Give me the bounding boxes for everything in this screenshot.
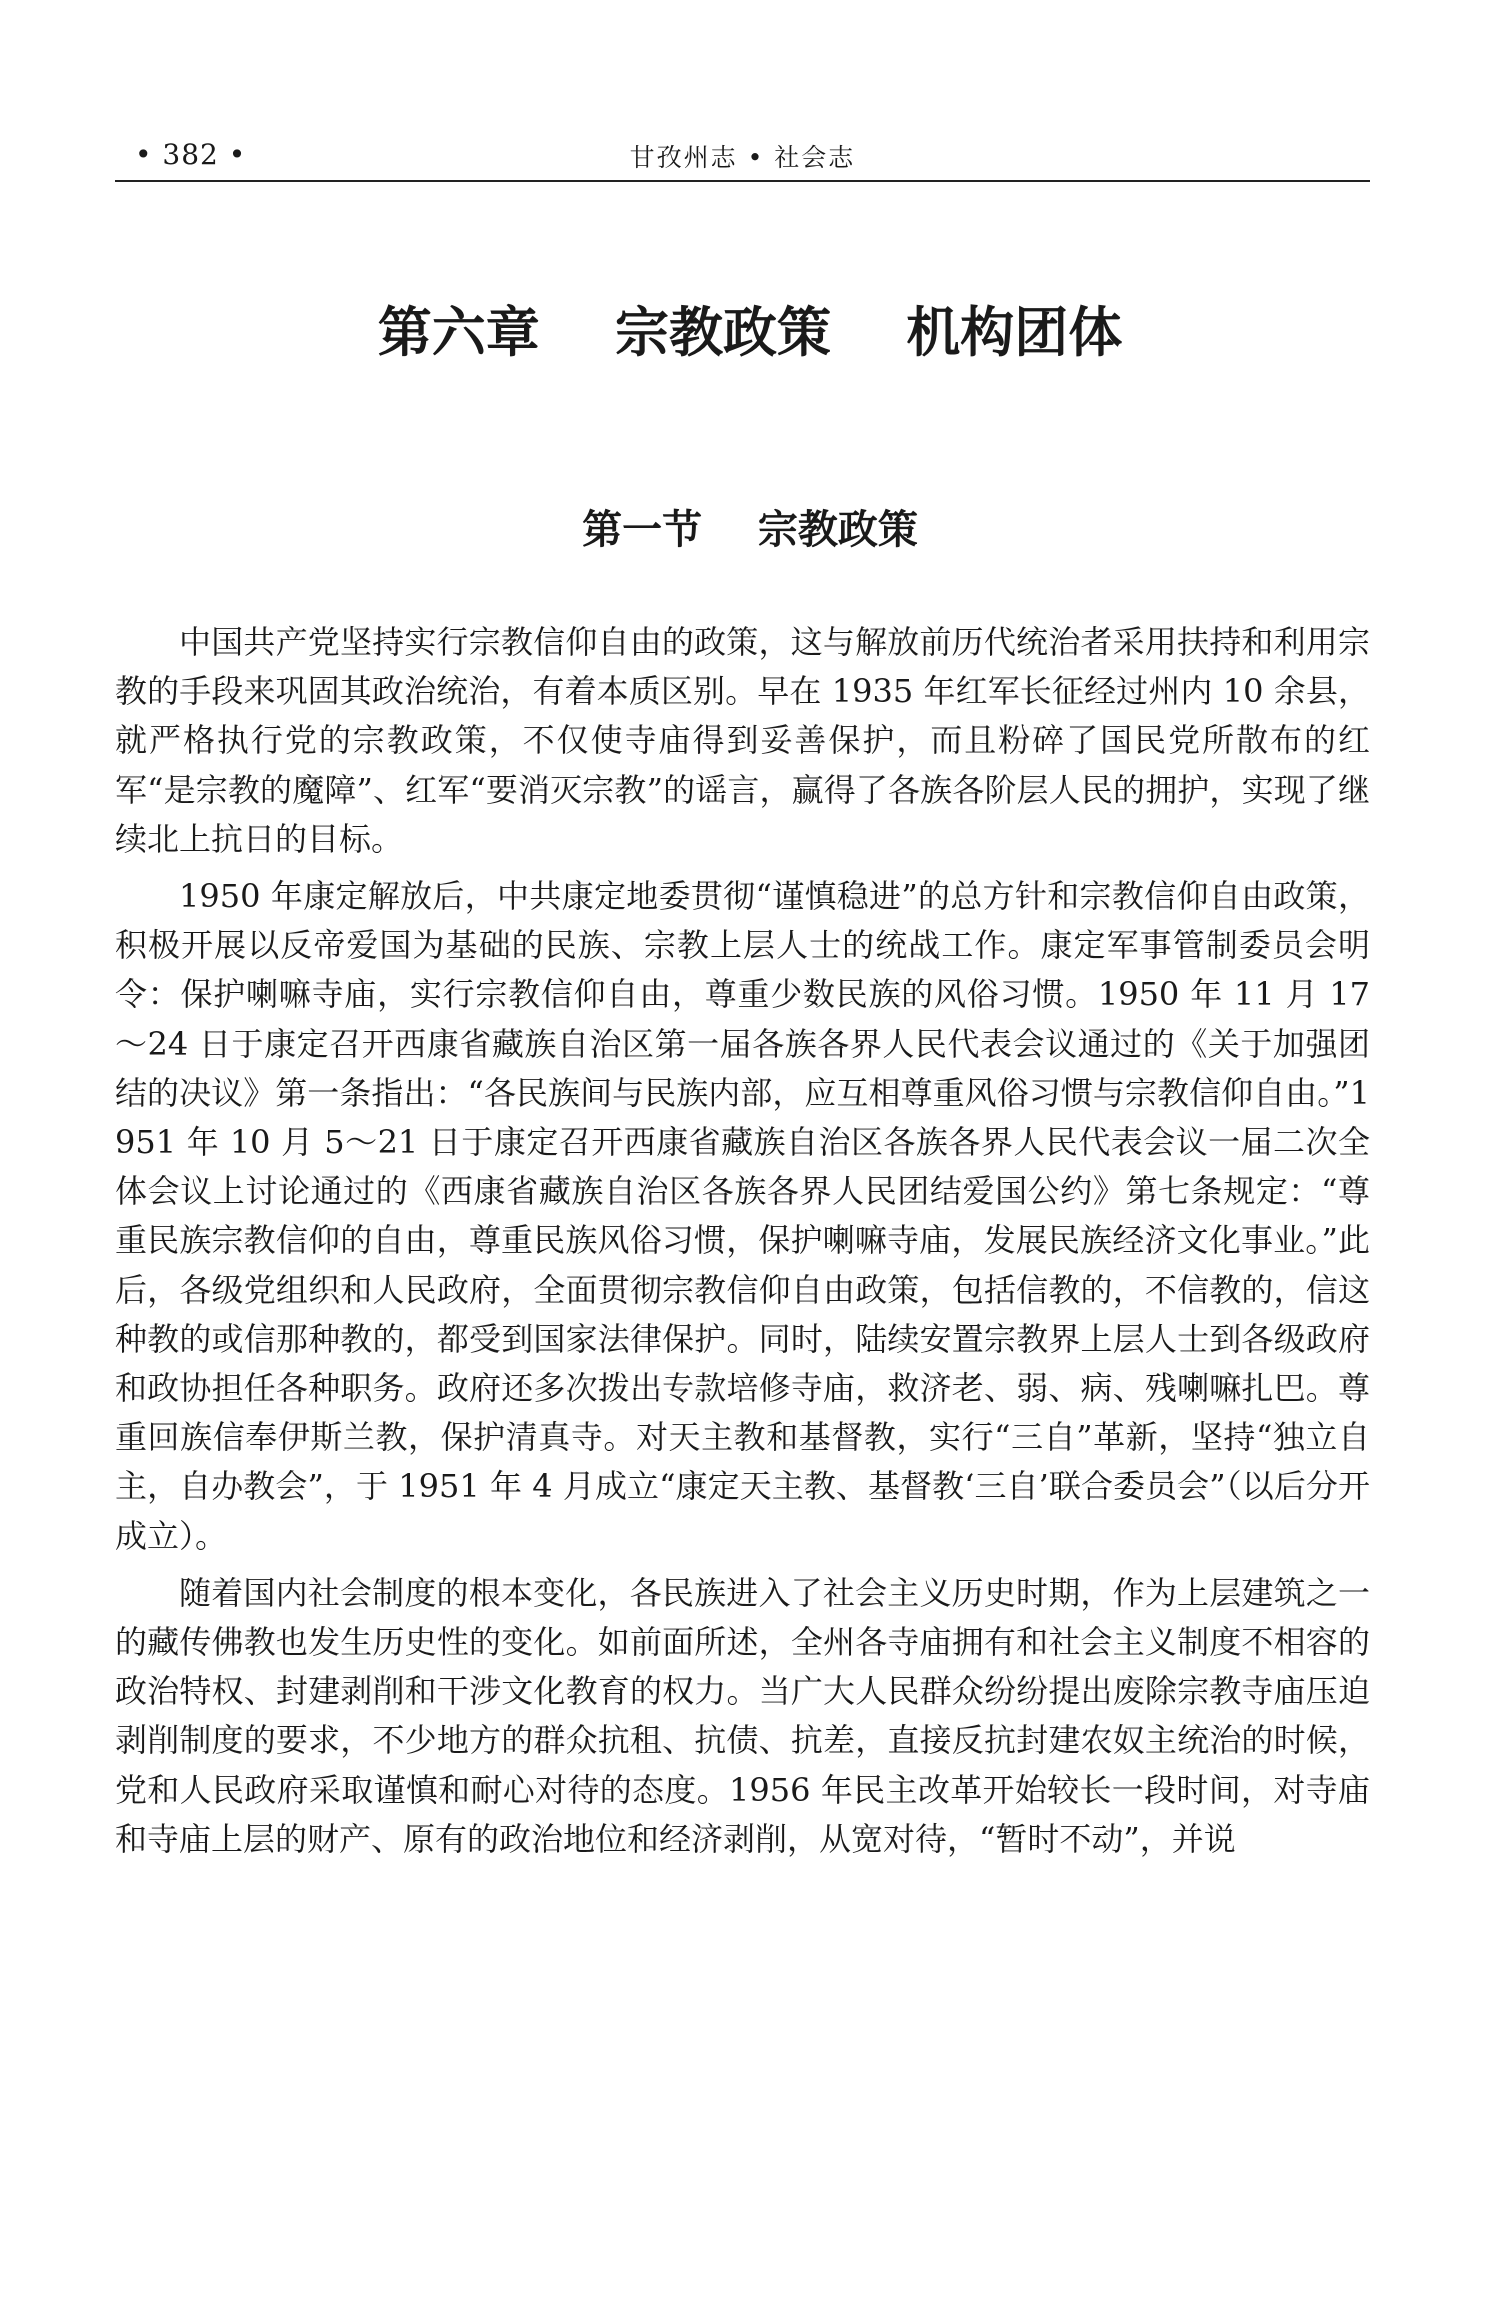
paragraph: 随着国内社会制度的根本变化，各民族进入了社会主义历史时期，作为上层建筑之一的藏传佛教也发生历史性的变化。如前面所述，全州各寺庙拥有和社会主义制度不相容的政治特权、封建剥削和干涉文化教育的权力。当广大人民群众纷纷提出废除宗教寺庙压迫剥削制度的要求，不少地方的群众抗租、抗债、抗差，直接反抗封建农奴主统治的时候，党和人民政府采取谨慎和耐心对待的态度。1956 年民主改革开始较长一段时间，对寺庙和寺庙上层的财产、原有的政治地位和经济剥削，从宽对待，“暂时不动”，并说: [115, 1573, 1370, 1858]
running-head: 甘孜州志 • 社会志: [629, 143, 856, 172]
paragraph: 1950 年康定解放后，中共康定地委贯彻“谨慎稳进”的总方针和宗教信仰自由政策，积极开展以反帝爱国为基础的民族、宗教上层人士的统战工作。康定军事管制委员会明令：保护喇嘛寺庙，实行宗教信仰自由，尊重少数民族的风俗习惯。1950 年 11 月 17～24 日于康定召开西康省藏族自治区第一届各族各界人民代表会议通过的《关于加强团结的决议》第一条指出：“各民族间与民族内部，应互相尊重风俗习惯与宗教信仰自由。”1951 年 10 月 5～21 日于康定召开西康省藏族自治区各族各界人民代表会议一届二次全体会议上讨论通过的《西康省藏族自治区各族各界人民团结爱国公约》第七条规定：“尊重民族宗教信仰的自由，尊重民族风俗习惯，保护喇嘛寺庙，发展民族经济文化事业。”此后，各级党组织和人民政府，全面贯彻宗教信仰自由政策，包括信教的，不信教的，信这种教的或信那种教的，都受到国家法律保护。同时，陆续安置宗教界上层人士到各级政府和政协担任各种职务。政府还多次拨出专款培修寺庙，救济老、弱、病、残喇嘛扎巴。尊重回族信奉伊斯兰教，保护清真寺。对天主教和基督教，实行“三自”革新，坚持“独立自主，自办教会”，于 1951 年 4 月成立“康定天主教、基督教‘三自’联合委员会”（以后分开成立）。: [115, 877, 1370, 1555]
chapter-title: 第六章 宗教政策 机构团体: [377, 301, 1123, 364]
page-header: [115, 128, 1370, 182]
body-text: [115, 618, 1370, 1872]
page-number: • 382 •: [135, 138, 247, 171]
section-title: 第一节 宗教政策: [582, 506, 918, 553]
paragraph: 中国共产党坚持实行宗教信仰自由的政策，这与解放前历代统治者采用扶持和利用宗教的手段来巩固其政治统治，有着本质区别。早在 1935 年红军长征经过州内 10 余县，就严格执行党的宗教政策，不仅使寺庙得到妥善保护，而且粉碎了国民党所散布的红军“是宗教的魔障”、红军“要消灭宗教”的谣言，赢得了各族各阶层人民的拥护，实现了继续北上抗日的目标。: [115, 623, 1370, 858]
